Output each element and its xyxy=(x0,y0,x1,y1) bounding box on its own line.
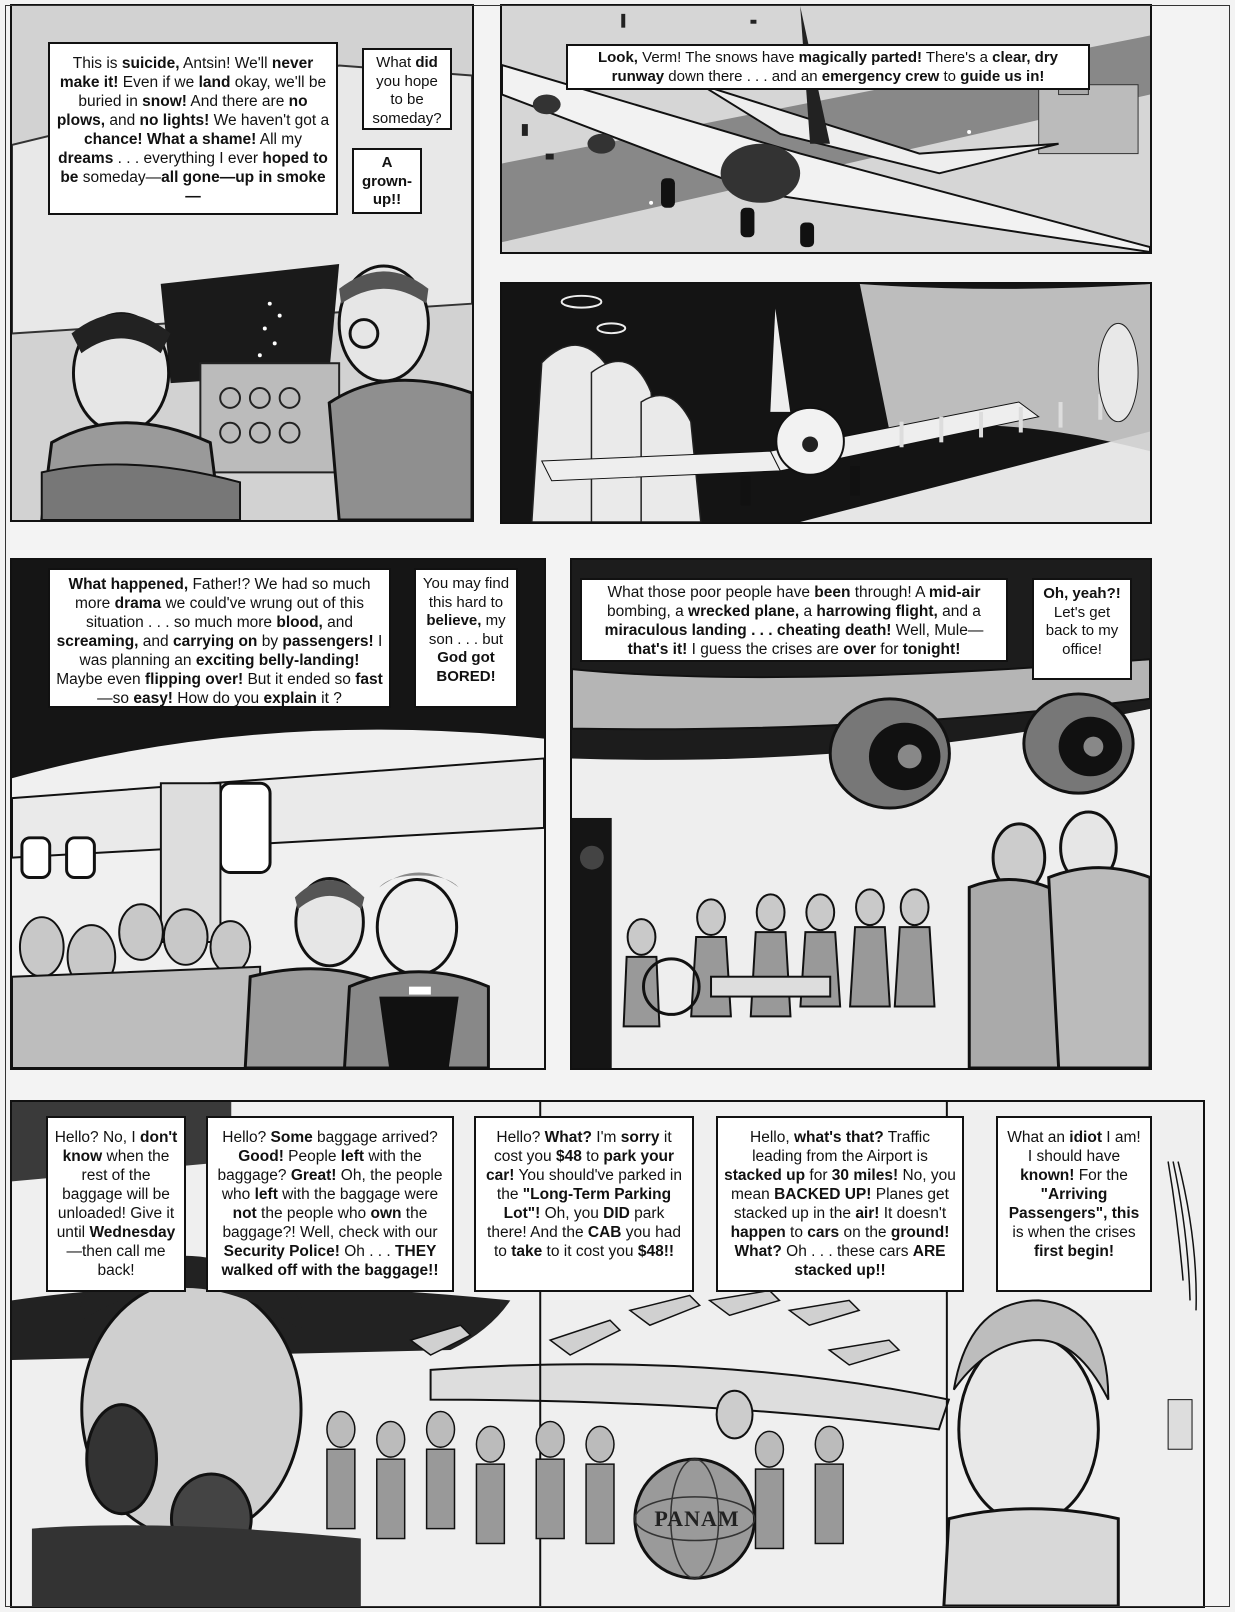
speech-bubble-park-your-car: Hello? What? I'm sorry it cost you $48 to park your car! You should've parked in the "Long-Term Parking Lot"! Oh, you DID park there! And the CAB you had to take to it cost you $48!! xyxy=(474,1116,694,1292)
panel-airport-phones xyxy=(10,1100,1205,1608)
speech-bubble-suicide: This is suicide, Antsin! We'll never make it! Even if we land okay, we'll be buried in snow! And there are no plows, and no lights! We haven't got a chance! What a shame! All my dreams . . . everything I ever hoped to be someday—all gone—up in smoke— xyxy=(48,42,338,215)
speech-bubble-some-baggage: Hello? Some baggage arrived? Good! People left with the baggage? Great! Oh, the people who left with the baggage were not the people who own the baggage?! Well, check with our Security Police! Oh . . . THEY walked off with the baggage!! xyxy=(206,1116,454,1292)
panam-logo: PANAM xyxy=(654,1506,740,1531)
panel-runway xyxy=(500,4,1152,254)
runway-art xyxy=(502,6,1150,252)
panel-priest xyxy=(10,558,546,1070)
speech-bubble-oh-yeah: Oh, yeah?! Let's get back to my office! xyxy=(1032,578,1132,680)
speech-bubble-what-did-you-hope: What did you hope to be someday? xyxy=(362,48,452,130)
speech-bubble-stacked-up: Hello, what's that? Traffic leading from the Airport is stacked up for 30 miles! No, you mean BACKED UP! Planes get stacked up in the air! It doesn't happen to cars on the ground! What? Oh . . . these cars ARE stacked up!! xyxy=(716,1116,964,1292)
panel-engines xyxy=(570,558,1152,1070)
speech-bubble-poor-people: What those poor people have been through! A mid-air bombing, a wrecked plane, a harrowing flight, and a miraculous landing . . . cheating death! Well, Mule—that's it! I guess the crises are over for tonight! xyxy=(580,578,1008,662)
speech-bubble-what-happened: What happened, Father!? We had so much more drama we could've wrung out of this situation . . . so much more blood, and screaming, and carrying on by passengers! I was planning an exciting belly-landing! Maybe even flipping over! But it ended so fast—so easy! How do you explain it ? xyxy=(48,568,391,708)
speech-bubble-god-got-bored: You may find this hard to believe, my son . . . but God got BORED! xyxy=(414,568,518,708)
speech-bubble-what-an-idiot: What an idiot I am! I should have known! For the "Arriving Passengers", this is when the crises first begin! xyxy=(996,1116,1152,1292)
speech-bubble-dont-know: Hello? No, I don't know when the rest of the baggage will be unloaded! Give it until Wednesday—then call me back! xyxy=(46,1116,186,1292)
panel-angels xyxy=(500,282,1152,524)
angels-art xyxy=(502,284,1150,522)
panel-cockpit xyxy=(10,4,474,522)
speech-bubble-a-grown-up: A grown-up!! xyxy=(352,148,422,214)
speech-bubble-snows-parted: Look, Verm! The snows have magically parted! There's a clear, dry runway down there . . . and an emergency crew to guide us in! xyxy=(566,44,1090,90)
